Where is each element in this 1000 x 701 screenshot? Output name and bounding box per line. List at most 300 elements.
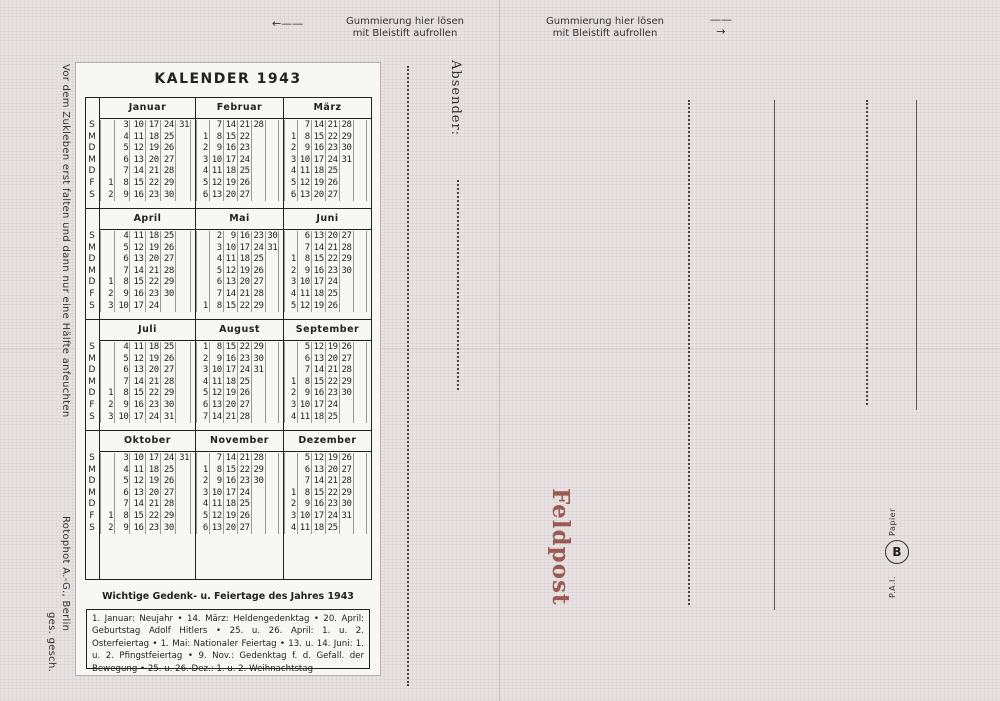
date-cell: 28 bbox=[239, 411, 250, 422]
date-cell bbox=[100, 488, 115, 500]
week-row bbox=[100, 155, 195, 167]
date-cell: 22 bbox=[239, 131, 250, 142]
date-cell: 15 bbox=[130, 178, 145, 190]
date-cell: 28 bbox=[161, 166, 176, 178]
date-cell: 17 bbox=[313, 154, 324, 165]
date-cell bbox=[354, 488, 368, 500]
date-cell: 16 bbox=[130, 400, 145, 412]
date-cell: 11 bbox=[130, 342, 145, 354]
date-cell: 1 bbox=[100, 511, 115, 523]
date-cell: 9 bbox=[298, 388, 312, 400]
date-cell: 14 bbox=[313, 120, 324, 130]
date-cell: 29 bbox=[161, 388, 176, 400]
date-cell: 18 bbox=[313, 288, 324, 299]
date-cell bbox=[100, 377, 115, 389]
date-cell: 21 bbox=[239, 120, 250, 130]
day-label: M bbox=[88, 487, 96, 498]
date-cell bbox=[100, 476, 115, 488]
date-cell bbox=[340, 277, 354, 289]
date-cell: 19 bbox=[313, 300, 324, 311]
month-block bbox=[283, 320, 371, 430]
date-cell: 30 bbox=[161, 289, 176, 301]
date-cell: 12 bbox=[211, 177, 222, 188]
date-cell bbox=[252, 499, 266, 511]
date-cell: 10 bbox=[115, 412, 130, 424]
date-cell: 6 bbox=[298, 465, 312, 477]
day-label: D bbox=[88, 388, 96, 399]
date-cell: 28 bbox=[341, 476, 352, 487]
day-label: F bbox=[89, 177, 95, 188]
date-cell: 15 bbox=[313, 487, 324, 498]
date-cell: 24 bbox=[327, 154, 338, 165]
date-cell bbox=[266, 511, 280, 523]
date-cell: 18 bbox=[146, 231, 161, 243]
date-cell: 26 bbox=[341, 342, 352, 352]
date-cell: 5 bbox=[115, 243, 130, 255]
absender-label: Absender: bbox=[448, 60, 463, 137]
date-cell bbox=[176, 166, 191, 178]
date-cell: 2 bbox=[284, 499, 298, 511]
date-cell bbox=[354, 132, 368, 144]
date-cell: 1 bbox=[196, 342, 210, 354]
date-cell bbox=[176, 499, 191, 511]
date-cell: 9 bbox=[298, 143, 312, 155]
date-cell: 22 bbox=[239, 300, 250, 311]
date-cell: 16 bbox=[313, 143, 324, 154]
date-cell bbox=[176, 388, 191, 400]
month-name: April bbox=[100, 209, 195, 230]
date-cell: 26 bbox=[253, 265, 264, 276]
week-row bbox=[196, 266, 283, 278]
date-cell: 24 bbox=[327, 277, 338, 288]
week-row bbox=[284, 412, 371, 424]
paper-mark-letter: B bbox=[885, 540, 909, 564]
date-cell: 5 bbox=[210, 266, 224, 278]
week-row bbox=[196, 254, 283, 266]
date-cell: 13 bbox=[313, 353, 324, 364]
week-row bbox=[100, 132, 195, 144]
date-cell: 12 bbox=[130, 476, 145, 488]
date-cell bbox=[252, 511, 266, 523]
date-cell: 11 bbox=[211, 376, 222, 387]
date-cell: 10 bbox=[299, 510, 310, 521]
week-row bbox=[100, 342, 195, 354]
date-cell bbox=[354, 400, 368, 412]
date-cell: 30 bbox=[341, 388, 352, 399]
date-cell: 13 bbox=[211, 399, 222, 410]
date-cell: 27 bbox=[341, 353, 352, 364]
date-cell: 26 bbox=[161, 143, 176, 155]
week-row bbox=[284, 266, 371, 278]
date-cell: 2 bbox=[100, 523, 115, 535]
date-cell: 24 bbox=[146, 412, 161, 424]
date-cell: 4 bbox=[115, 342, 130, 354]
date-cell bbox=[252, 132, 266, 144]
date-cell bbox=[176, 243, 191, 255]
date-cell bbox=[266, 365, 280, 377]
date-cell: 25 bbox=[161, 132, 176, 144]
date-cell: 25 bbox=[239, 376, 250, 387]
date-cell: 9 bbox=[298, 266, 312, 278]
week-row bbox=[100, 190, 195, 202]
date-cell bbox=[354, 342, 368, 354]
date-cell: 8 bbox=[115, 277, 130, 289]
date-cell bbox=[196, 243, 210, 255]
date-cell bbox=[176, 354, 191, 366]
week-row bbox=[100, 488, 195, 500]
date-cell: 28 bbox=[253, 453, 264, 463]
date-cell: 1 bbox=[284, 377, 298, 389]
date-cell: 18 bbox=[146, 465, 161, 477]
week-row bbox=[284, 511, 371, 523]
day-label: S bbox=[89, 300, 95, 311]
date-cell bbox=[266, 476, 280, 488]
week-row bbox=[284, 453, 371, 465]
feldpost-label: Feldpost bbox=[547, 488, 574, 606]
date-cell: 30 bbox=[161, 190, 176, 202]
date-cell bbox=[354, 476, 368, 488]
week-row bbox=[284, 132, 371, 144]
date-cell bbox=[340, 412, 354, 424]
date-cell bbox=[252, 488, 266, 500]
date-cell: 26 bbox=[239, 388, 250, 399]
date-cell bbox=[100, 465, 115, 477]
day-label: D bbox=[88, 277, 96, 288]
date-cell: 29 bbox=[341, 376, 352, 387]
date-cell: 7 bbox=[210, 453, 224, 465]
week-row bbox=[100, 365, 195, 377]
date-cell: 15 bbox=[225, 464, 236, 475]
date-cell: 5 bbox=[284, 178, 298, 190]
date-cell: 15 bbox=[130, 277, 145, 289]
date-cell: 1 bbox=[196, 465, 210, 477]
date-cell bbox=[196, 277, 210, 289]
date-cell bbox=[100, 254, 115, 266]
date-cell: 19 bbox=[225, 510, 236, 521]
date-cell bbox=[100, 166, 115, 178]
date-cell bbox=[266, 354, 280, 366]
week-row bbox=[196, 465, 283, 477]
week-row bbox=[196, 388, 283, 400]
date-cell: 7 bbox=[210, 289, 224, 301]
date-cell bbox=[100, 231, 115, 243]
date-cell bbox=[354, 388, 368, 400]
date-cell bbox=[354, 120, 368, 132]
date-cell: 15 bbox=[313, 254, 324, 265]
date-cell: 14 bbox=[313, 242, 324, 253]
date-cell: 17 bbox=[146, 453, 161, 465]
day-label: D bbox=[88, 476, 96, 487]
date-cell: 14 bbox=[313, 365, 324, 376]
date-cell bbox=[176, 132, 191, 144]
date-cell: 17 bbox=[313, 399, 324, 410]
date-cell bbox=[176, 231, 191, 243]
date-cell bbox=[354, 243, 368, 255]
date-cell: 19 bbox=[313, 177, 324, 188]
month-block bbox=[195, 320, 283, 430]
date-cell: 13 bbox=[130, 488, 145, 500]
date-cell: 30 bbox=[341, 265, 352, 276]
date-cell: 15 bbox=[225, 300, 236, 311]
date-cell bbox=[354, 231, 368, 243]
date-cell: 23 bbox=[253, 231, 264, 241]
date-cell: 9 bbox=[115, 190, 130, 202]
day-labels bbox=[86, 231, 98, 312]
date-cell bbox=[266, 254, 280, 266]
date-cell: 11 bbox=[211, 166, 222, 177]
week-row bbox=[100, 354, 195, 366]
date-cell: 24 bbox=[161, 453, 176, 465]
date-cell: 17 bbox=[239, 242, 250, 253]
date-cell: 8 bbox=[298, 254, 312, 266]
day-label: S bbox=[89, 522, 95, 533]
date-cell: 15 bbox=[130, 511, 145, 523]
date-cell: 11 bbox=[299, 288, 310, 299]
week-row bbox=[100, 143, 195, 155]
week-row bbox=[284, 488, 371, 500]
date-cell: 8 bbox=[210, 132, 224, 144]
date-cell bbox=[196, 120, 210, 132]
date-cell: 18 bbox=[313, 522, 324, 533]
date-cell: 21 bbox=[225, 411, 236, 422]
date-cell bbox=[176, 511, 191, 523]
date-cell bbox=[176, 465, 191, 477]
date-cell: 13 bbox=[130, 254, 145, 266]
date-cell: 16 bbox=[130, 190, 145, 202]
month-name: August bbox=[196, 320, 283, 341]
date-cell bbox=[100, 499, 115, 511]
date-cell bbox=[176, 266, 191, 278]
date-cell: 8 bbox=[115, 511, 130, 523]
month-block bbox=[195, 209, 283, 319]
date-cell: 13 bbox=[211, 522, 222, 533]
date-cell: 11 bbox=[130, 465, 145, 477]
date-cell: 21 bbox=[146, 499, 161, 511]
date-cell: 21 bbox=[327, 120, 338, 130]
day-label: M bbox=[88, 242, 96, 253]
date-cell bbox=[252, 377, 266, 389]
month-block bbox=[195, 98, 283, 208]
date-cell: 14 bbox=[130, 166, 145, 178]
date-cell bbox=[354, 365, 368, 377]
date-cell: 21 bbox=[146, 266, 161, 278]
date-cell: 23 bbox=[239, 143, 250, 154]
week-row bbox=[100, 453, 195, 465]
date-cell: 25 bbox=[161, 231, 176, 243]
date-cell: 13 bbox=[130, 155, 145, 167]
date-cell: 30 bbox=[267, 231, 278, 241]
date-cell: 23 bbox=[327, 388, 338, 399]
week-row bbox=[100, 465, 195, 477]
date-cell: 20 bbox=[239, 277, 250, 288]
date-cell: 10 bbox=[211, 365, 222, 376]
date-cell bbox=[284, 465, 298, 477]
date-cell: 28 bbox=[161, 266, 176, 278]
date-cell bbox=[354, 289, 368, 301]
week-row bbox=[284, 499, 371, 511]
date-cell bbox=[284, 231, 298, 243]
week-row bbox=[100, 266, 195, 278]
week-row bbox=[284, 231, 371, 243]
date-cell: 20 bbox=[146, 488, 161, 500]
date-cell: 19 bbox=[327, 453, 338, 463]
date-cell: 19 bbox=[327, 342, 338, 352]
day-label: S bbox=[89, 342, 95, 352]
date-cell: 7 bbox=[298, 243, 312, 255]
date-cell bbox=[354, 465, 368, 477]
date-cell bbox=[176, 377, 191, 389]
date-cell: 22 bbox=[327, 254, 338, 265]
date-cell: 13 bbox=[313, 231, 324, 241]
date-cell: 5 bbox=[196, 388, 210, 400]
date-cell: 10 bbox=[130, 453, 145, 465]
date-cell: 2 bbox=[100, 190, 115, 202]
date-cell: 30 bbox=[161, 400, 176, 412]
week-row bbox=[100, 120, 195, 132]
date-cell bbox=[176, 190, 191, 202]
date-cell: 7 bbox=[298, 476, 312, 488]
week-row bbox=[284, 277, 371, 289]
date-cell: 17 bbox=[225, 365, 236, 376]
date-cell: 4 bbox=[196, 166, 210, 178]
date-cell: 22 bbox=[146, 388, 161, 400]
date-cell bbox=[340, 301, 354, 313]
date-cell: 7 bbox=[115, 166, 130, 178]
date-cell: 20 bbox=[313, 189, 324, 200]
date-cell: 14 bbox=[130, 266, 145, 278]
date-cell: 22 bbox=[327, 376, 338, 387]
week-row bbox=[284, 143, 371, 155]
date-cell: 22 bbox=[146, 511, 161, 523]
month-name: Januar bbox=[100, 98, 195, 119]
date-cell: 2 bbox=[196, 354, 210, 366]
gum-instruction-left-line1: Gummierung hier lösen bbox=[346, 16, 464, 27]
date-cell bbox=[354, 499, 368, 511]
date-cell: 29 bbox=[341, 131, 352, 142]
date-cell: 24 bbox=[327, 399, 338, 410]
date-cell bbox=[266, 465, 280, 477]
date-cell: 22 bbox=[239, 464, 250, 475]
date-cell bbox=[354, 301, 368, 313]
date-cell bbox=[100, 365, 115, 377]
date-cell bbox=[266, 377, 280, 389]
date-cell: 18 bbox=[146, 342, 161, 354]
date-cell: 30 bbox=[341, 499, 352, 510]
date-cell: 10 bbox=[299, 399, 310, 410]
date-cell: 22 bbox=[146, 277, 161, 289]
date-cell bbox=[252, 166, 266, 178]
date-cell: 12 bbox=[130, 243, 145, 255]
week-row bbox=[196, 342, 283, 354]
date-cell: 13 bbox=[313, 464, 324, 475]
date-cell bbox=[284, 476, 298, 488]
date-cell: 25 bbox=[161, 342, 176, 354]
date-cell: 24 bbox=[327, 510, 338, 521]
day-label: F bbox=[89, 510, 95, 521]
date-cell: 23 bbox=[146, 523, 161, 535]
calendar-quarter bbox=[86, 98, 371, 209]
week-row bbox=[196, 155, 283, 167]
date-cell: 11 bbox=[130, 132, 145, 144]
date-cell: 16 bbox=[239, 231, 250, 241]
date-cell: 4 bbox=[210, 254, 224, 266]
date-cell bbox=[354, 511, 368, 523]
date-cell: 8 bbox=[298, 132, 312, 144]
day-label: M bbox=[88, 131, 96, 142]
month-block bbox=[99, 431, 195, 579]
date-cell: 5 bbox=[115, 476, 130, 488]
date-cell: 28 bbox=[253, 120, 264, 130]
date-cell: 29 bbox=[161, 511, 176, 523]
date-cell: 6 bbox=[115, 488, 130, 500]
date-cell bbox=[266, 342, 280, 354]
date-cell: 21 bbox=[239, 453, 250, 463]
date-cell: 8 bbox=[298, 377, 312, 389]
date-cell: 17 bbox=[146, 120, 161, 132]
week-row bbox=[196, 354, 283, 366]
address-line-4 bbox=[916, 100, 917, 410]
week-row bbox=[196, 190, 283, 202]
day-label: S bbox=[89, 189, 95, 200]
date-cell: 10 bbox=[115, 301, 130, 313]
side-note: Vor dem Zukleben erst falten und dann nur eine Hälfte anfeuchten bbox=[60, 64, 71, 418]
week-row bbox=[100, 400, 195, 412]
date-cell: 2 bbox=[284, 266, 298, 278]
date-cell: 7 bbox=[210, 120, 224, 132]
date-cell bbox=[252, 190, 266, 202]
date-cell: 2 bbox=[284, 388, 298, 400]
date-cell: 30 bbox=[341, 143, 352, 154]
date-cell: 17 bbox=[225, 487, 236, 498]
day-label: S bbox=[89, 411, 95, 422]
date-cell: 12 bbox=[313, 342, 324, 352]
date-cell bbox=[354, 377, 368, 389]
date-cell: 29 bbox=[341, 487, 352, 498]
day-label: M bbox=[88, 464, 96, 475]
date-cell: 31 bbox=[341, 510, 352, 521]
date-cell: 12 bbox=[313, 453, 324, 463]
week-row bbox=[100, 511, 195, 523]
date-cell bbox=[284, 354, 298, 366]
day-label: D bbox=[88, 143, 96, 154]
week-row bbox=[284, 465, 371, 477]
week-row bbox=[196, 166, 283, 178]
calendar-quarter bbox=[86, 431, 371, 579]
date-cell: 2 bbox=[284, 143, 298, 155]
date-cell: 19 bbox=[146, 354, 161, 366]
date-cell: 25 bbox=[253, 254, 264, 265]
date-cell: 11 bbox=[211, 499, 222, 510]
date-cell: 12 bbox=[225, 265, 236, 276]
date-cell: 31 bbox=[176, 120, 191, 132]
date-cell bbox=[354, 190, 368, 202]
date-cell: 7 bbox=[115, 377, 130, 389]
paper-mark bbox=[884, 502, 910, 602]
date-cell: 28 bbox=[341, 242, 352, 253]
date-cell: 7 bbox=[298, 365, 312, 377]
date-cell: 20 bbox=[146, 254, 161, 266]
date-cell: 15 bbox=[225, 131, 236, 142]
date-cell: 24 bbox=[161, 120, 176, 132]
holidays-text: 1. Januar: Neujahr • 14. März: Heldengedenktag • 20. April: Geburtstag Adolf Hitlers • 25. u. 26. April: 1. u. 2. Osterfeiertag • 1. Mai: Nationaler Feiertag • 13. u. 14. Juni: 1. u. 2. Pfingstfeiertag • 9. Nov.: Gedenktag f. d. Gefall. der Bewegung • 25. u. 26. Dez.: 1. u. 2. Weihnachtstag bbox=[86, 609, 370, 669]
date-cell: 20 bbox=[327, 353, 338, 364]
date-cell bbox=[266, 400, 280, 412]
date-cell: 20 bbox=[225, 522, 236, 533]
date-cell bbox=[100, 453, 115, 465]
date-cell: 11 bbox=[299, 166, 310, 177]
date-cell bbox=[266, 523, 280, 535]
date-cell: 6 bbox=[284, 190, 298, 202]
